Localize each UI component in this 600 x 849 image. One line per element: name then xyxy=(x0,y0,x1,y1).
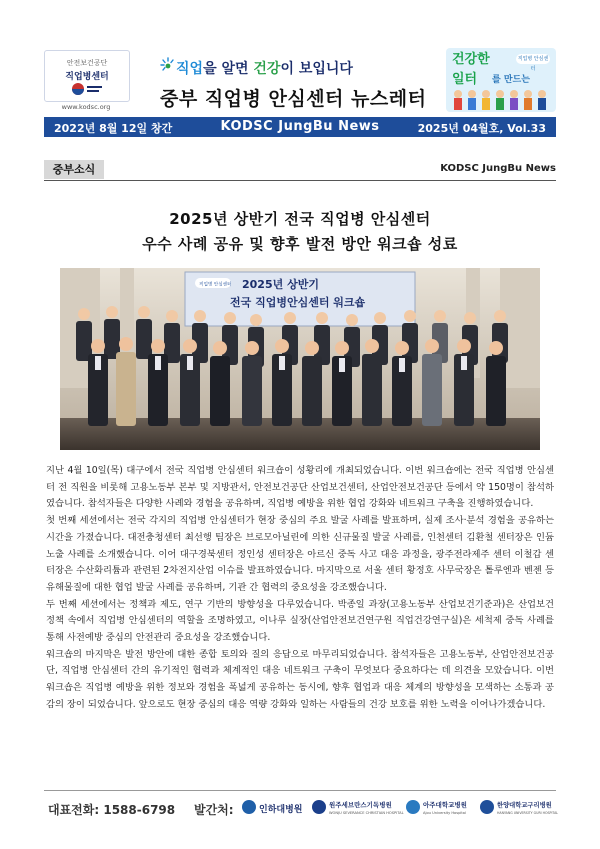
ajou-hospital-icon xyxy=(406,800,420,814)
publisher-label: 발간처: xyxy=(194,803,234,817)
publisher-name: 아주대학교병원 xyxy=(423,801,467,809)
inha-hospital-icon xyxy=(242,800,256,814)
footer-divider xyxy=(44,790,556,791)
logo-badge xyxy=(44,50,130,102)
publisher-sub: WONJU SEVERANCE CHRISTIAN HOSPITAL xyxy=(329,811,404,815)
screen-title-line2: 전국 직업병안심센터 워크숍 xyxy=(230,296,366,309)
publisher-hanyang-guri xyxy=(480,799,559,817)
logo-org-main: 직업병센터 xyxy=(65,72,109,82)
logo-org-top: 안전보건공단 xyxy=(66,59,108,67)
slogan-word-health: 건강 xyxy=(253,61,281,77)
masthead-banner xyxy=(44,117,556,137)
right-logo-badge: 직업병 안심센터 xyxy=(517,56,549,72)
right-logo-line1: 건강한 xyxy=(452,52,490,67)
slogan-mid: 을 알면 xyxy=(203,61,254,77)
publisher-sub: Ajou University Hospital xyxy=(423,811,467,815)
hanyang-guri-icon xyxy=(480,800,494,814)
workshop-group-photo xyxy=(60,268,540,450)
publisher-inha xyxy=(242,799,312,817)
right-logo-line3: 를 만드는 xyxy=(492,75,530,85)
article-title-line2: 우수 사례 공유 및 향후 발전 방안 워크숍 성료 xyxy=(142,235,458,253)
right-logo-line2: 일터 xyxy=(452,72,478,87)
emblem-icon xyxy=(71,82,103,96)
banner-founded-date: 2022년 8월 12일 창간 xyxy=(54,122,173,135)
screen-badge: 직업병 안심센터 xyxy=(199,282,232,288)
publisher-wonju-severance xyxy=(312,799,402,817)
publisher-name: 인하대병원 xyxy=(259,805,303,815)
slogan-word-job: 직업 xyxy=(176,61,204,77)
contact-phone: 대표전화: 1588-6798 xyxy=(48,803,176,817)
article-paragraph-1: 지난 4월 10일(목) 대구에서 전국 직업병 안심센터 워크숍이 성황리에 개최되었습니다. 이번 워크숍에는 전국 직업병 안심센터 전 직원을 비롯해 고용노동부 본부 및 지방관서, 안전보건공단 산업보건센터, 산업안전보건공단 등에서 약 150명이 참석하였습니다. 참석자들은 다양한 사례와 경험을 공유하며, 직업병 예방을 위한 협업 강화와 네트워크 구축을 진행하였습니다. xyxy=(46,465,554,510)
article-paragraph-4: 워크숍의 마지막은 발전 방안에 대한 종합 토의와 질의 응답으로 마무리되었습니다. 참석자들은 고용노동부, 산업안전보건공단, 직업병 안심센터 간의 유기적인 협력과 체계적인 대응 네트워크 구축이 무엇보다 중요하다는 데 의견을 모았습니다. 이번 워크숍은 직업병 예방을 위한 정보와 경험을 폭넓게 공유하는 동시에, 향후 협업과 대응 체계의 방향성을 모색하는 소통과 공감의 장이 되었습니다. 앞으로도 현장 중심의 대응 역량 강화와 일하는 사람들의 건강 보호를 위한 노력을 이어나가겠습니다. xyxy=(46,648,554,710)
publisher-name: 한양대학교구리병원 xyxy=(497,802,552,809)
slogan-end: 이 보입니다 xyxy=(280,61,353,77)
footer xyxy=(44,796,559,820)
publisher-sub: HANYANG UNIVERSITY GURI HOSPITAL xyxy=(497,811,559,815)
kosha-logo xyxy=(44,50,128,112)
screen-title-line1: 2025년 상반기 xyxy=(242,278,319,291)
newsletter-title: 중부 직업병 안심센터 뉴스레터 xyxy=(160,88,427,110)
sunburst-icon xyxy=(160,57,176,73)
article-paragraph-3: 두 번째 세션에서는 정책과 제도, 연구 기반의 방향성을 다루었습니다. 박종일 과장(고용노동부 산업보건기준과)은 산업보건 정책 속에서 직업병 안심센터의 역할을 조명하였고, 이나루 실장(산업안전보건연구원 직업건강연구실)은 세척제 중독 사례를 통해 사전예방 중심의 안전관리 중요성을 강조했습니다. xyxy=(46,598,554,644)
healthy-workplace-logo xyxy=(446,48,556,112)
banner-issue-number: 2025년 04월호, Vol.33 xyxy=(417,122,546,135)
section-publication-name: KODSC JungBu News xyxy=(440,163,556,174)
website-url: www.kodsc.org xyxy=(61,103,111,111)
article-body xyxy=(46,463,554,714)
slogan xyxy=(176,58,353,78)
publisher-name: 원주세브란스기독병원 xyxy=(329,801,392,809)
publisher-ajou xyxy=(406,799,476,817)
section-header xyxy=(44,160,556,181)
group-photo-illustration xyxy=(60,268,540,450)
wonju-severance-icon xyxy=(312,800,326,814)
section-tag: 중부소식 xyxy=(44,160,104,179)
workers-illustration-icon xyxy=(450,88,552,110)
article-title-line1: 2025년 상반기 전국 직업병 안심센터 xyxy=(169,210,431,228)
article-paragraph-2: 첫 번째 세션에서는 전국 각지의 직업병 안심센터가 현장 중심의 주요 발굴 사례를 발표하며, 실제 조사·분석 경험을 공유하는 시간을 가졌습니다. 대전충청센터 최선행 팀장은 브로모아닐린에 의한 신규물질 발굴 사례를, 인천센터 김환철 센터장은 인듐 노출 사례를 소개했습니다. 이어 대구경북센터 정인성 센터장은 아르신 중독 사고 대응 과정을, 광주전라제주 센터 이철갑 센터장은 수산화리튬과 관련된 2차전지산업 이슈를 발표하였습니다. 마지막으로 서울 센터 황정호 사무국장은 톨루엔과 벤젠 등 유해물질에 대한 협업 발굴 사례를 공유하며, 기관 간 협력의 중요성을 강조했습니다. xyxy=(46,515,554,593)
banner-newsletter-name: KODSC JungBu News xyxy=(220,119,380,134)
